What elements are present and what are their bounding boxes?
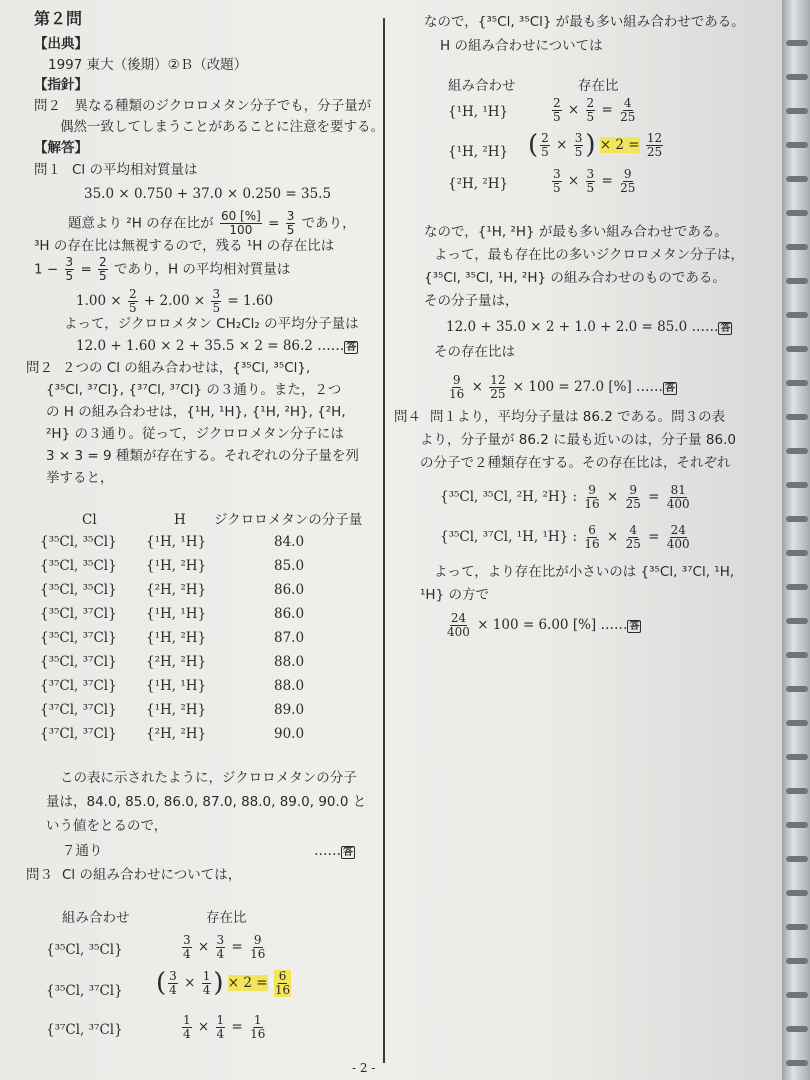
h-combo: {²H, ²H} (448, 176, 509, 192)
table-cell: 88.0 (274, 678, 305, 694)
q2-text: 挙すると， (46, 470, 114, 486)
binding-ring (786, 788, 808, 794)
q4-eq: {³⁵Cl, ³⁷Cl, ¹H, ¹H} : $\frac{6}{16}$ × $\frac{4}{25}$ = $\frac{24}{400}$ (440, 523, 690, 551)
highlight: × 2 = (599, 137, 640, 153)
binding-ring (786, 346, 808, 352)
right-text: H の組み合わせについては (440, 38, 603, 54)
q4-text: より，分子量が 86.2 に最も近いのは，分子量 86.0 (420, 432, 736, 448)
q1-text: ³H の存在比は無視するので，残る ¹H の存在比は (34, 238, 335, 254)
binding-ring (786, 74, 808, 80)
source-text: 1997 東大（後期）②Ｂ（改題） (48, 57, 248, 73)
right-text: なので，{¹H, ²H} が最も多い組み合わせである。 (424, 224, 728, 240)
table-cell: {³⁵Cl, ³⁷Cl} (40, 606, 117, 622)
right-text: その存在比は (434, 344, 515, 360)
q1-text: Cl の平均相対質量は (72, 162, 198, 178)
h-ratio: $\frac{2}{5}$ × $\frac{2}{5}$ = $\frac{4}{25}$ (553, 96, 636, 124)
binding-ring (786, 176, 808, 182)
binding-ring (786, 448, 808, 454)
policy-line: 偶然一致してしまうことがあることに注意を要する。 (60, 119, 384, 135)
binding-ring (786, 584, 808, 590)
table-cell: 84.0 (274, 534, 305, 550)
policy-label: 【指針】 (34, 77, 88, 93)
binding-ring (786, 856, 808, 862)
final-calc: $\frac{24}{400}$ × 100 = 6.00 [%] …… 答 (447, 611, 640, 639)
binding-ring (786, 40, 808, 46)
highlight: × 2 = (227, 975, 268, 991)
binding-ring (786, 720, 808, 726)
q4-eq: {³⁵Cl, ³⁵Cl, ²H, ²H} : $\frac{9}{16}$ × $\frac{9}{25}$ = $\frac{81}{400}$ (440, 483, 690, 511)
fraction: $\frac{2}{5}$ (99, 255, 107, 283)
table-cell: {²H, ²H} (146, 654, 207, 670)
q2-text: 量は，84.0, 85.0, 86.0, 87.0, 88.0, 89.0, 90.0 と (46, 794, 367, 810)
table-cell: {³⁷Cl, ³⁷Cl} (40, 678, 117, 694)
ratio-calc: $\frac{9}{16}$ × $\frac{12}{25}$ × 100 = 27.0 [%] …… 答 (449, 373, 676, 401)
answer-label: 【解答】 (34, 140, 88, 156)
q3-combo: {³⁵Cl, ³⁷Cl} (46, 983, 123, 999)
table-cell: {¹H, ¹H} (146, 678, 207, 694)
q2-text: {³⁵Cl, ³⁷Cl}, {³⁷Cl, ³⁷Cl} の３通り。また，２つ (46, 382, 342, 398)
table-cell: {¹H, ²H} (146, 630, 207, 646)
section-title: 第２問 (34, 9, 83, 28)
spiral-binding (782, 0, 810, 1080)
binding-ring (786, 108, 808, 114)
table-cell: {¹H, ²H} (146, 702, 207, 718)
h-combo: {¹H, ²H} (448, 144, 509, 160)
q3-ratio: $\frac{3}{4}$ × $\frac{3}{4}$ = $\frac{9}{16}$ (183, 933, 266, 961)
q3-ratio: $\frac{1}{4}$ × $\frac{1}{4}$ = $\frac{1}{16}$ (183, 1013, 266, 1041)
table-cell: {²H, ²H} (146, 582, 207, 598)
binding-ring (786, 1060, 808, 1066)
page-number: - 2 - (352, 1061, 376, 1075)
q2-result: ７通り (62, 843, 103, 859)
binding-ring (786, 278, 808, 284)
answer-mark: 答 (346, 342, 357, 353)
q4-text: 問１より，平均分子量は 86.2 である。問３の表 (430, 409, 726, 425)
q4-label: 問４ (394, 409, 421, 425)
table-cell: {³⁵Cl, ³⁷Cl} (40, 654, 117, 670)
table-cell: {³⁵Cl, ³⁵Cl} (40, 582, 117, 598)
binding-ring (786, 890, 808, 896)
binding-ring (786, 414, 808, 420)
q2-text: ²H} の３通り。従って，ジクロロメタン分子には (46, 426, 344, 442)
q4-text: よって，より存在比が小さいのは {³⁵Cl, ³⁷Cl, ¹H, (434, 564, 735, 580)
table-cell: {³⁵Cl, ³⁷Cl} (40, 630, 117, 646)
table-cell: {¹H, ²H} (146, 558, 207, 574)
table-cell: {¹H, ¹H} (146, 534, 207, 550)
q2-text: この表に示されたように，ジクロロメタンの分子 (60, 770, 357, 786)
h-head: 組み合わせ (448, 78, 516, 94)
q2-label: 問２ (26, 360, 53, 376)
table-header: H (174, 512, 186, 528)
q1-label: 問１ (34, 162, 61, 178)
fraction: $\frac{3}{5}$ (65, 255, 74, 283)
source-label: 【出典】 (34, 36, 88, 52)
binding-ring (786, 210, 808, 216)
binding-ring (786, 244, 808, 250)
fraction: $\frac{3}{5}$ (286, 209, 295, 237)
mass-calc: 12.0 + 35.0 × 2 + 1.0 + 2.0 = 85.0 …… 答 (446, 319, 731, 335)
answer-dots: …… 答 (314, 843, 353, 859)
q4-text: の分子で２種類存在する。その存在比は，それぞれ (420, 455, 731, 471)
q3-label: 問３ (26, 867, 53, 883)
q2-text: 3 × 3 = 9 種類が存在する。それぞれの分子量を列 (46, 448, 359, 464)
answer-mark: 答 (720, 323, 731, 334)
column-divider (383, 18, 385, 1063)
binding-ring (786, 652, 808, 658)
binding-ring (786, 1026, 808, 1032)
table-cell: 88.0 (274, 654, 305, 670)
right-text: なので，{³⁵Cl, ³⁵Cl} が最も多い組み合わせである。 (424, 14, 745, 30)
table-cell: {³⁵Cl, ³⁵Cl} (40, 558, 117, 574)
table-header: ジクロロメタンの分子量 (214, 512, 363, 528)
table-cell: {³⁵Cl, ³⁵Cl} (40, 534, 117, 550)
table-header: Cl (82, 512, 97, 528)
table-cell: 87.0 (274, 630, 305, 646)
fraction: $\frac{60 [\%]}{100}$ (220, 209, 261, 237)
policy-line: 問２ 異なる種類のジクロロメタン分子でも，分子量が (34, 98, 372, 114)
q2-text: ２つの Cl の組み合わせは，{³⁵Cl, ³⁵Cl}, (62, 360, 311, 376)
table-cell: 85.0 (274, 558, 305, 574)
binding-ring (786, 618, 808, 624)
q2-text: いう値をとるので， (46, 818, 168, 834)
h-head: 存在比 (578, 78, 619, 94)
q3-text: Cl の組み合わせについては， (62, 867, 242, 883)
right-text: {³⁵Cl, ³⁵Cl, ¹H, ²H} の組み合わせのものである。 (424, 270, 726, 286)
q1-calc: 35.0 × 0.750 + 37.0 × 0.250 = 35.5 (84, 186, 332, 202)
q1-text: 題意より ²H の存在比が $\frac{60 [\%]}{100}$ = $\frac{3}{5}$ であり， (68, 209, 356, 237)
q3-ratio: ( $\frac{3}{4}$ × $\frac{1}{4}$ ) × 2 = $\frac{6}{16}$ (156, 968, 291, 998)
binding-ring (786, 550, 808, 556)
table-cell: {²H, ²H} (146, 726, 207, 742)
binding-ring (786, 754, 808, 760)
binding-ring (786, 312, 808, 318)
binding-ring (786, 822, 808, 828)
q3-combo: {³⁵Cl, ³⁵Cl} (46, 942, 123, 958)
q1-calc: 12.0 + 1.60 × 2 + 35.5 × 2 = 86.2 …… 答 (76, 338, 357, 354)
q2-text: の H の組み合わせは，{¹H, ¹H}, {¹H, ²H}, {²H, (46, 404, 346, 420)
table-cell: {³⁷Cl, ³⁷Cl} (40, 702, 117, 718)
q1-calc: 1.00 × $\frac{2}{5}$ + 2.00 × $\frac{3}{5}$ = 1.60 (76, 287, 274, 315)
binding-ring (786, 924, 808, 930)
table-cell: 89.0 (274, 702, 305, 718)
binding-ring (786, 958, 808, 964)
table-cell: 90.0 (274, 726, 305, 742)
q3-combo: {³⁷Cl, ³⁷Cl} (46, 1022, 123, 1038)
right-text: その分子量は， (424, 293, 519, 309)
table-cell: 86.0 (274, 606, 305, 622)
q3-head: 組み合わせ (62, 910, 130, 926)
q4-text: ¹H} の方で (420, 587, 489, 603)
h-ratio: ( $\frac{2}{5}$ × $\frac{3}{5}$ ) × 2 = $\frac{12}{25}$ (528, 130, 663, 160)
binding-ring (786, 142, 808, 148)
binding-ring (786, 992, 808, 998)
table-cell: 86.0 (274, 582, 305, 598)
binding-ring (786, 516, 808, 522)
q1-text: 1 − $\frac{3}{5}$ = $\frac{2}{5}$ であり，H の平均相対質量は (34, 255, 291, 283)
table-cell: {³⁷Cl, ³⁷Cl} (40, 726, 117, 742)
right-text: よって，最も存在比の多いジクロロメタン分子は， (434, 247, 744, 263)
h-combo: {¹H, ¹H} (448, 104, 509, 120)
binding-ring (786, 686, 808, 692)
answer-mark: 答 (343, 847, 353, 858)
q1-text: よって，ジクロロメタン CH₂Cl₂ の平均分子量は (64, 316, 359, 332)
table-cell: {¹H, ¹H} (146, 606, 207, 622)
binding-ring (786, 482, 808, 488)
binding-ring (786, 380, 808, 386)
h-ratio: $\frac{3}{5}$ × $\frac{3}{5}$ = $\frac{9}{25}$ (553, 167, 636, 195)
q3-head: 存在比 (206, 910, 247, 926)
